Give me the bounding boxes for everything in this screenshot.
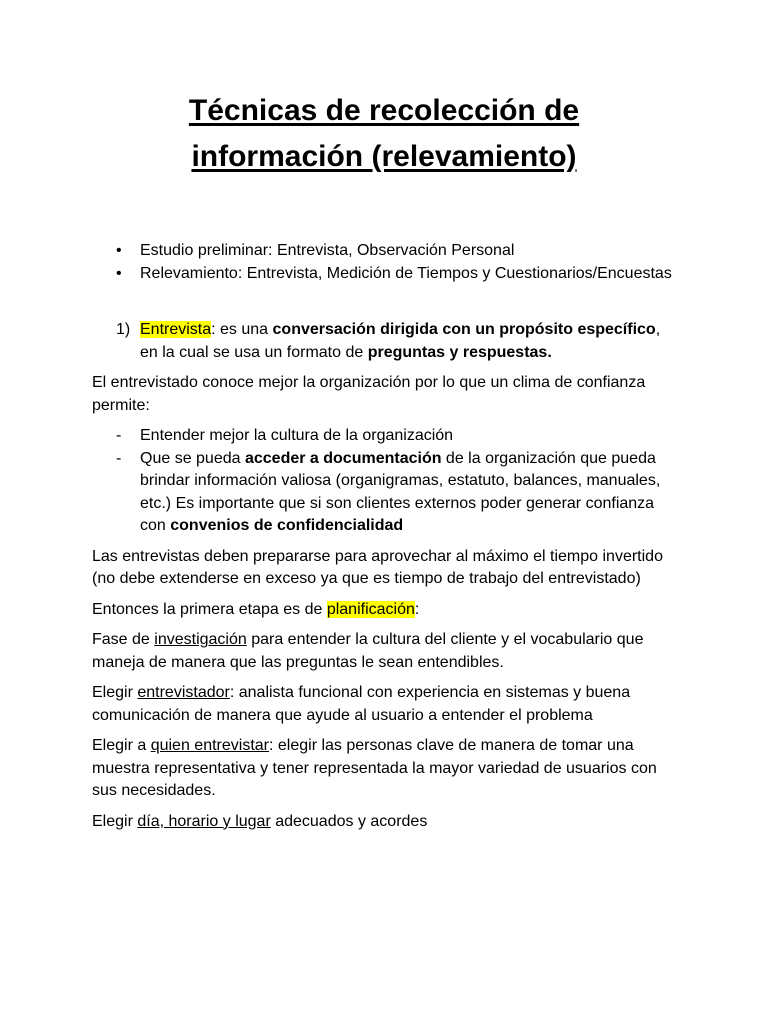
- numbered-item-entrevista: [92, 319, 682, 364]
- dash-marker: -: [116, 449, 122, 467]
- title-line-1: Técnicas de recolección de: [188, 94, 580, 127]
- para-text: Elegir: [92, 812, 138, 830]
- bullet-marker: •: [116, 242, 122, 259]
- para-text: para entender la cultura del cliente y el vocabulario que maneja de manera que las preguntas le sean entendibles.: [92, 631, 644, 671]
- dash-text: Entender mejor la cultura de la organización: [140, 427, 454, 444]
- bullet-text: Estudio preliminar: Entrevista, Observación Personal: [140, 242, 515, 259]
- dash-bold: acceder a documentación: [244, 449, 442, 467]
- para-text: Fase de: [92, 631, 155, 648]
- paragraph-investigacion: [92, 629, 682, 674]
- bullet-marker: •: [116, 264, 122, 282]
- bullet-item: [92, 263, 682, 286]
- dash-text: Que se pueda: [140, 449, 245, 467]
- dash-bold: convenios de confidencialidad: [170, 517, 404, 534]
- dash-item: [92, 425, 682, 448]
- paragraph-preparacion: Las entrevistas deben prepararse para aprovechar al máximo el tiempo invertido (no debe extenderse en exceso ya que es tiempo de trabajo del entrevistado): [92, 547, 663, 587]
- para-text: Elegir a: [92, 737, 151, 754]
- underlined-term: día, horario y lugar: [137, 812, 271, 830]
- dash-text: de la organización que pueda brindar información valiosa (organigramas, estatuto, balances, manuales, etc.) Es importante que si son clientes externos poder generar confianza con: [140, 449, 661, 534]
- paragraph-dia-horario: [92, 811, 682, 834]
- para-text: : elegir las personas clave de manera de tomar una muestra representativa y tener representada la mayor variedad de usuarios con sus necesidades.: [92, 737, 657, 799]
- title-line-2: información (relevamiento): [191, 140, 577, 173]
- item-number: 1): [116, 321, 131, 338]
- dash-item: [92, 448, 682, 538]
- para-text: :: [414, 600, 420, 618]
- paragraph-quien-entrevistar: [92, 735, 682, 803]
- item-text: : es una: [211, 321, 273, 338]
- highlight-entrevista: Entrevista: [140, 321, 212, 338]
- dash-list: [92, 425, 682, 538]
- para-text: : analista funcional con experiencia en sistemas y buena comunicación de manera que ayude al usuario a entender el problema: [92, 684, 631, 724]
- bullet-list: [92, 240, 682, 285]
- underlined-term: quien entrevistar: [150, 737, 269, 754]
- bullet-item: [92, 240, 682, 263]
- bullet-text: Relevamiento: Entrevista, Medición de Tiempos y Cuestionarios/Encuestas: [140, 264, 672, 282]
- paragraph-entrevistado: El entrevistado conoce mejor la organización por lo que un clima de confianza permite:: [92, 374, 646, 414]
- document-title: [0, 88, 768, 180]
- underlined-term: entrevistador: [137, 684, 230, 701]
- para-text: Entonces la primera etapa es de: [92, 600, 327, 618]
- item-text: , en la cual se usa un formato de: [140, 321, 661, 361]
- document-body: [92, 240, 682, 833]
- dash-marker: -: [116, 427, 122, 444]
- highlight-planificacion: planificación: [326, 600, 415, 618]
- item-bold: conversación dirigida con un propósito específico: [272, 321, 656, 338]
- paragraph-entrevistador: [92, 682, 682, 727]
- para-text: adecuados y acordes: [270, 812, 428, 830]
- paragraph-planificacion: [92, 599, 682, 622]
- underlined-term: investigación: [154, 631, 247, 648]
- para-text: Elegir: [92, 684, 138, 701]
- item-bold: preguntas y respuestas.: [367, 343, 552, 361]
